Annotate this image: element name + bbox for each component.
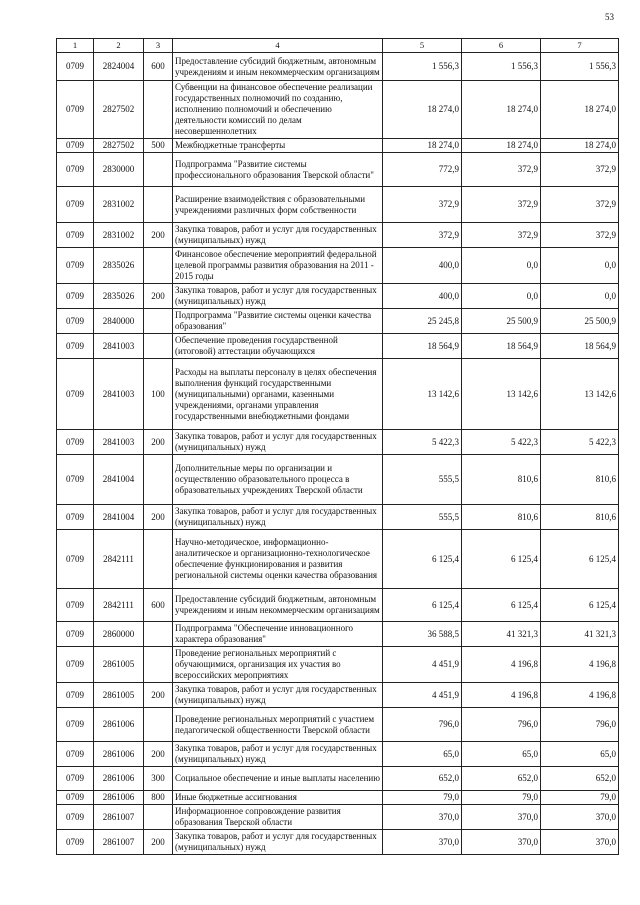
value-cell: 18 564,9 [462,334,541,359]
name-cell: Закупка товаров, работ и услуг для государственных (муниципальных) нужд [173,284,383,309]
value-cell: 13 142,6 [462,359,541,430]
value-cell: 6 125,4 [462,530,541,589]
section-cell: 0709 [57,505,94,530]
section-cell: 0709 [57,139,94,153]
name-cell: Научно-методическое, информационно-аналитическое и организационно-технологическое обеспечение функционирования и развития региональной системы оценки качества образования [173,530,383,589]
code-cell: 2861006 [94,767,144,791]
type-cell [144,530,173,589]
value-cell: 772,9 [383,153,462,187]
value-cell: 79,0 [383,791,462,805]
table-row [57,334,619,359]
type-cell: 200 [144,830,173,855]
table-row [57,830,619,855]
value-cell: 810,6 [462,505,541,530]
value-cell: 370,0 [462,830,541,855]
value-cell: 370,0 [541,805,619,830]
value-cell: 372,9 [462,153,541,187]
value-cell: 370,0 [541,830,619,855]
value-cell: 810,6 [541,505,619,530]
table-row [57,223,619,248]
value-cell: 0,0 [462,284,541,309]
section-cell: 0709 [57,767,94,791]
table-row [57,153,619,187]
value-cell: 372,9 [383,223,462,248]
name-cell: Закупка товаров, работ и услуг для государственных (муниципальных) нужд [173,683,383,708]
value-cell: 18 564,9 [541,334,619,359]
name-cell: Иные бюджетные ассигнования [173,791,383,805]
section-cell: 0709 [57,359,94,430]
col-header-2: 2 [94,39,144,53]
value-cell: 18 274,0 [541,139,619,153]
table-row [57,359,619,430]
value-cell: 4 196,8 [541,647,619,683]
section-cell: 0709 [57,53,94,81]
value-cell: 1 556,3 [462,53,541,81]
value-cell: 5 422,3 [541,430,619,455]
name-cell: Дополнительные меры по организации и осуществлению образовательного процесса в образовательных учреждениях Тверской области [173,455,383,505]
table-row [57,622,619,647]
type-cell: 100 [144,359,173,430]
section-cell: 0709 [57,248,94,284]
value-cell: 25 500,9 [462,309,541,334]
value-cell: 41 321,3 [541,622,619,647]
value-cell: 796,0 [462,708,541,742]
value-cell: 65,0 [541,742,619,767]
code-cell: 2830000 [94,153,144,187]
name-cell: Расширение взаимодействия с образовательными учреждениями различных форм собственности [173,187,383,223]
table-row [57,284,619,309]
code-cell: 2842111 [94,530,144,589]
col-header-1: 1 [57,39,94,53]
value-cell: 0,0 [462,248,541,284]
value-cell: 6 125,4 [383,530,462,589]
type-cell: 800 [144,791,173,805]
code-cell: 2861006 [94,742,144,767]
name-cell: Закупка товаров, работ и услуг для государственных (муниципальных) нужд [173,430,383,455]
value-cell: 370,0 [383,805,462,830]
value-cell: 555,5 [383,455,462,505]
value-cell: 372,9 [383,187,462,223]
value-cell: 810,6 [462,455,541,505]
value-cell: 5 422,3 [383,430,462,455]
name-cell: Предоставление субсидий бюджетным, автономным учреждениям и иным некоммерческим организациям [173,53,383,81]
value-cell: 400,0 [383,248,462,284]
section-cell: 0709 [57,589,94,622]
value-cell: 652,0 [462,767,541,791]
type-cell: 300 [144,767,173,791]
table-row [57,248,619,284]
code-cell: 2841004 [94,505,144,530]
value-cell: 4 196,8 [541,683,619,708]
section-cell: 0709 [57,455,94,505]
type-cell [144,647,173,683]
type-cell [144,187,173,223]
table-row [57,530,619,589]
code-cell: 2824004 [94,53,144,81]
name-cell: Финансовое обеспечение мероприятий федеральной целевой программы развития образования на 2011 - 2015 годы [173,248,383,284]
section-cell: 0709 [57,830,94,855]
name-cell: Обеспечение проведения государственной (итоговой) аттестации обучающихся [173,334,383,359]
value-cell: 25 245,8 [383,309,462,334]
type-cell: 500 [144,139,173,153]
type-cell: 200 [144,742,173,767]
value-cell: 4 451,9 [383,647,462,683]
page-number: 53 [605,12,614,22]
name-cell: Проведение региональных мероприятий с обучающимися, организация их участия во всероссийских мероприятиях [173,647,383,683]
code-cell: 2831002 [94,187,144,223]
type-cell: 600 [144,53,173,81]
value-cell: 79,0 [541,791,619,805]
code-cell: 2835026 [94,284,144,309]
table-row [57,708,619,742]
section-cell: 0709 [57,334,94,359]
type-cell [144,805,173,830]
col-header-3: 3 [144,39,173,53]
type-cell: 200 [144,505,173,530]
type-cell: 200 [144,430,173,455]
value-cell: 6 125,4 [541,530,619,589]
value-cell: 372,9 [462,223,541,248]
type-cell: 200 [144,683,173,708]
value-cell: 25 500,9 [541,309,619,334]
value-cell: 4 196,8 [462,647,541,683]
name-cell: Проведение региональных мероприятий с участием педагогической общественности Тверской области [173,708,383,742]
code-cell: 2841003 [94,334,144,359]
section-cell: 0709 [57,309,94,334]
code-cell: 2831002 [94,223,144,248]
type-cell [144,153,173,187]
table-row [57,589,619,622]
value-cell: 18 274,0 [462,139,541,153]
value-cell: 6 125,4 [462,589,541,622]
type-cell [144,309,173,334]
name-cell: Предоставление субсидий бюджетным, автономным учреждениям и иным некоммерческим организациям [173,589,383,622]
type-cell [144,334,173,359]
type-cell: 600 [144,589,173,622]
name-cell: Закупка товаров, работ и услуг для государственных (муниципальных) нужд [173,742,383,767]
value-cell: 41 321,3 [462,622,541,647]
value-cell: 370,0 [462,805,541,830]
code-cell: 2835026 [94,248,144,284]
table-row [57,647,619,683]
value-cell: 4 196,8 [462,683,541,708]
value-cell: 79,0 [462,791,541,805]
name-cell: Закупка товаров, работ и услуг для государственных (муниципальных) нужд [173,223,383,248]
code-cell: 2827502 [94,81,144,139]
value-cell: 13 142,6 [383,359,462,430]
section-cell: 0709 [57,622,94,647]
col-header-5: 5 [383,39,462,53]
value-cell: 65,0 [462,742,541,767]
type-cell [144,455,173,505]
section-cell: 0709 [57,791,94,805]
value-cell: 372,9 [462,187,541,223]
section-cell: 0709 [57,81,94,139]
header-row [57,39,619,53]
value-cell: 4 451,9 [383,683,462,708]
section-cell: 0709 [57,683,94,708]
value-cell: 652,0 [383,767,462,791]
section-cell: 0709 [57,430,94,455]
table-row [57,309,619,334]
value-cell: 36 588,5 [383,622,462,647]
value-cell: 1 556,3 [541,53,619,81]
type-cell [144,708,173,742]
section-cell: 0709 [57,223,94,248]
code-cell: 2861006 [94,708,144,742]
table-row [57,767,619,791]
value-cell: 0,0 [541,284,619,309]
name-cell: Подпрограмма "Развитие системы оценки качества образования" [173,309,383,334]
code-cell: 2860000 [94,622,144,647]
table-row [57,139,619,153]
value-cell: 65,0 [383,742,462,767]
value-cell: 652,0 [541,767,619,791]
value-cell: 18 274,0 [383,139,462,153]
section-cell: 0709 [57,805,94,830]
type-cell: 200 [144,284,173,309]
table-row [57,455,619,505]
code-cell: 2841004 [94,455,144,505]
col-header-6: 6 [462,39,541,53]
type-cell [144,622,173,647]
code-cell: 2841003 [94,430,144,455]
table-row [57,742,619,767]
table-row [57,187,619,223]
code-cell: 2861006 [94,791,144,805]
table-row [57,430,619,455]
name-cell: Подпрограмма "Развитие системы профессионального образования Тверской области" [173,153,383,187]
section-cell: 0709 [57,708,94,742]
code-cell: 2861007 [94,830,144,855]
value-cell: 18 564,9 [383,334,462,359]
table-row [57,683,619,708]
table-row [57,53,619,81]
value-cell: 0,0 [541,248,619,284]
type-cell: 200 [144,223,173,248]
code-cell: 2861007 [94,805,144,830]
budget-table [56,38,619,855]
type-cell [144,81,173,139]
code-cell: 2842111 [94,589,144,622]
name-cell: Закупка товаров, работ и услуг для государственных (муниципальных) нужд [173,505,383,530]
name-cell: Социальное обеспечение и иные выплаты населению [173,767,383,791]
code-cell: 2840000 [94,309,144,334]
value-cell: 796,0 [541,708,619,742]
value-cell: 18 274,0 [541,81,619,139]
value-cell: 6 125,4 [541,589,619,622]
code-cell: 2841003 [94,359,144,430]
type-cell [144,248,173,284]
name-cell: Субвенции на финансовое обеспечение реализации государственных полномочий по созданию, исполнению полномочий и обеспечению деятельности комиссий по делам несовершеннолетних [173,81,383,139]
value-cell: 18 274,0 [383,81,462,139]
code-cell: 2861005 [94,683,144,708]
col-header-7: 7 [541,39,619,53]
name-cell: Информационное сопровождение развития образования Тверской области [173,805,383,830]
value-cell: 370,0 [383,830,462,855]
value-cell: 1 556,3 [383,53,462,81]
value-cell: 555,5 [383,505,462,530]
value-cell: 372,9 [541,153,619,187]
table-row [57,81,619,139]
section-cell: 0709 [57,647,94,683]
code-cell: 2861005 [94,647,144,683]
section-cell: 0709 [57,153,94,187]
name-cell: Закупка товаров, работ и услуг для государственных (муниципальных) нужд [173,830,383,855]
section-cell: 0709 [57,187,94,223]
table-row [57,505,619,530]
value-cell: 796,0 [383,708,462,742]
section-cell: 0709 [57,530,94,589]
value-cell: 18 274,0 [462,81,541,139]
value-cell: 6 125,4 [383,589,462,622]
section-cell: 0709 [57,284,94,309]
section-cell: 0709 [57,742,94,767]
value-cell: 5 422,3 [462,430,541,455]
table-row [57,805,619,830]
table-row [57,791,619,805]
name-cell: Межбюджетные трансферты [173,139,383,153]
name-cell: Подпрограмма "Обеспечение инновационного характера образования" [173,622,383,647]
col-header-4: 4 [173,39,383,53]
value-cell: 372,9 [541,223,619,248]
value-cell: 372,9 [541,187,619,223]
value-cell: 13 142,6 [541,359,619,430]
code-cell: 2827502 [94,139,144,153]
value-cell: 400,0 [383,284,462,309]
name-cell: Расходы на выплаты персоналу в целях обеспечения выполнения функций государственными (муниципальными) органами, казенными учреждениями, органами управления государственными внебюджетными фондами [173,359,383,430]
value-cell: 810,6 [541,455,619,505]
